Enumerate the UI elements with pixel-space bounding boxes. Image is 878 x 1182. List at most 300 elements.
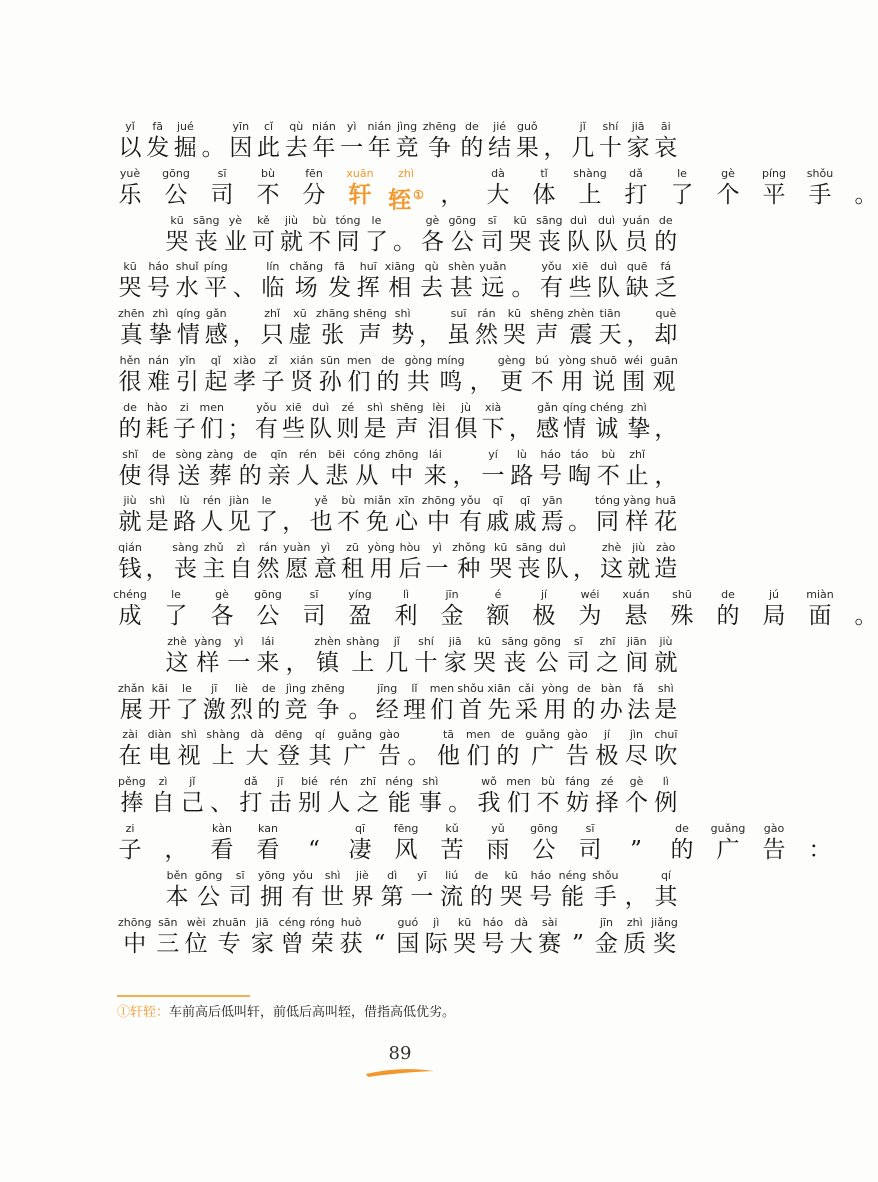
ruby-char: [151, 775, 175, 818]
footnote-marker[interactable]: ①: [413, 187, 424, 202]
ruby-char: [488, 120, 512, 163]
pinyin: zhì: [398, 166, 414, 180]
hanzi: 展: [119, 696, 143, 723]
ruby-char: [184, 916, 208, 959]
ruby-char: [173, 494, 197, 537]
ruby-char: [392, 214, 416, 257]
hanzi: 己: [180, 790, 204, 817]
ruby-char: [654, 120, 678, 163]
pinyin: liè: [235, 681, 248, 695]
hanzi: 激: [202, 696, 226, 723]
hanzi: 了: [175, 696, 199, 723]
hanzi: 意: [313, 556, 337, 583]
ruby-char: [436, 728, 460, 771]
ruby-char: [394, 822, 418, 865]
ruby-char: [291, 869, 315, 912]
ruby-char: [600, 541, 624, 584]
hanzi: 中: [123, 930, 147, 957]
hanzi: 风: [394, 837, 418, 863]
pinyin: yíng: [348, 588, 372, 601]
ruby-char: [364, 494, 391, 537]
hanzi: 了: [670, 181, 694, 208]
pinyin: sī: [235, 868, 245, 882]
ruby-char: [180, 775, 204, 818]
hanzi: 租: [341, 556, 365, 583]
hanzi: 成: [118, 603, 142, 629]
text-line: [118, 307, 678, 350]
ruby-char: [623, 916, 647, 959]
pinyin: nán: [148, 354, 169, 367]
ruby-char: [498, 354, 526, 397]
hanzi: 家: [626, 135, 650, 161]
pinyin: zé: [341, 400, 355, 414]
ruby-char: [762, 167, 786, 210]
hanzi: 界: [350, 883, 374, 910]
ruby-char: [325, 448, 349, 491]
ruby-char: [430, 682, 454, 725]
hanzi: 殊: [670, 603, 694, 629]
hanzi: 使: [118, 462, 142, 489]
ruby-char: [118, 401, 142, 444]
hanzi: 人: [327, 790, 351, 817]
pinyin: shàng: [206, 728, 240, 742]
hanzi: 的: [716, 603, 740, 629]
pinyin: guǎng: [337, 728, 373, 742]
pinyin: huī: [359, 260, 377, 274]
ruby-char: [175, 682, 199, 725]
hanzi: 然: [256, 556, 280, 583]
pinyin: gǎn: [537, 400, 558, 414]
pinyin: shēng: [390, 400, 424, 414]
pinyin: píng: [203, 260, 228, 274]
text-line: [118, 682, 678, 725]
ruby-char: [565, 728, 589, 771]
ruby-char: [539, 448, 563, 491]
pinyin: dà: [491, 166, 505, 180]
text-line: [118, 401, 678, 444]
pinyin: gòng: [404, 354, 433, 367]
ruby-char: [118, 728, 142, 771]
hanzi: ，: [232, 322, 256, 349]
ruby-char: [172, 541, 198, 584]
pinyin: yǒu: [460, 494, 481, 508]
hanzi: 争: [427, 135, 451, 161]
ruby-char: [316, 307, 349, 350]
pinyin: gè: [425, 213, 440, 227]
pinyin: yì: [233, 634, 244, 648]
hanzi: 乐: [118, 181, 142, 208]
pinyin: xū: [293, 307, 307, 321]
hanzi: 别: [298, 790, 321, 817]
ruby-char: [440, 822, 464, 865]
ruby-char: [402, 682, 426, 725]
hanzi: 这: [600, 556, 624, 583]
ruby-char: [452, 448, 476, 491]
ruby-char: [572, 541, 596, 584]
pinyin: zé: [600, 775, 614, 789]
ruby-char: [177, 728, 201, 771]
pinyin: chéng: [589, 400, 624, 414]
hanzi: 们: [200, 415, 224, 442]
ruby-char: [347, 354, 371, 397]
ruby-char: [626, 120, 650, 163]
hanzi: 赛: [538, 930, 562, 957]
pinyin: zhì: [152, 307, 169, 321]
ruby-char: [204, 354, 228, 397]
ruby-char: [193, 214, 219, 257]
pinyin: shū: [672, 588, 692, 601]
pinyin: tiān: [599, 307, 621, 321]
ruby-char: [578, 588, 602, 631]
ruby-char: [175, 354, 199, 397]
hanzi: 中: [390, 462, 414, 489]
hanzi: 争: [316, 696, 340, 723]
hanzi: 挚: [627, 415, 651, 442]
pinyin: shàng: [573, 166, 607, 180]
hanzi: 有: [254, 415, 278, 442]
ruby-char: [228, 869, 252, 912]
ruby-char: [486, 494, 510, 537]
hanzi: 因: [229, 135, 253, 161]
text-line: [118, 166, 878, 214]
ruby-char: [282, 401, 306, 444]
hanzi: 专: [217, 930, 241, 957]
ruby-char: [202, 682, 226, 725]
hanzi: 们: [466, 743, 490, 770]
pinyin: hào: [146, 400, 168, 414]
ruby-char: [335, 214, 360, 257]
pinyin: zào: [656, 541, 676, 555]
text-line: [113, 588, 878, 631]
hanzi: 共: [406, 369, 430, 395]
hanzi: 自: [229, 556, 253, 583]
pinyin: huò: [340, 915, 362, 929]
ruby-char: [596, 448, 620, 491]
hanzi: 哭: [165, 228, 189, 255]
ruby-char: [670, 167, 694, 210]
pinyin: de: [675, 822, 689, 835]
ruby-char: [147, 448, 171, 491]
ruby-char: [762, 822, 786, 865]
pinyin: shì: [181, 728, 197, 742]
ruby-char: [452, 541, 485, 584]
ruby-char: [448, 214, 476, 257]
hanzi: 主: [202, 556, 226, 583]
ruby-char: [590, 401, 624, 444]
pinyin: gèng: [497, 354, 526, 367]
pinyin: jǐ: [579, 120, 586, 133]
hanzi: ，: [654, 462, 678, 489]
ruby-char: [650, 354, 678, 397]
hanzi: 、: [232, 275, 256, 302]
hanzi: 此: [257, 135, 281, 161]
pinyin: fēn: [305, 166, 323, 180]
footnote-term: ①轩轾：: [117, 1005, 170, 1020]
hanzi: 丧: [537, 228, 561, 255]
hanzi: 哭: [502, 322, 526, 349]
ruby-char: [318, 354, 342, 397]
ruby-char: [195, 869, 223, 912]
hanzi: 年: [367, 135, 391, 161]
pinyin: chuī: [654, 728, 678, 742]
ruby-char: [206, 728, 239, 771]
ruby-char: [536, 775, 560, 818]
ruby-char: [568, 307, 595, 350]
pinyin: sī: [573, 634, 583, 648]
ruby-char: [486, 822, 510, 865]
pinyin: kū: [123, 260, 137, 274]
ruby-char: [176, 307, 200, 350]
ruby-char: [654, 307, 678, 350]
hanzi: 悬: [624, 603, 648, 629]
pinyin: de: [243, 447, 258, 461]
hanzi: 家: [443, 649, 467, 676]
pinyin: shàng: [346, 634, 380, 648]
hanzi: 感: [535, 415, 559, 442]
hanzi: ，: [145, 556, 169, 583]
pinyin: kě: [257, 213, 270, 227]
ruby-char: [165, 869, 189, 912]
ruby-char: [598, 120, 622, 163]
ruby-char: [477, 775, 501, 818]
ruby-char: [568, 494, 592, 537]
ruby-char: [407, 728, 431, 771]
hanzi: 的: [572, 696, 596, 723]
hanzi: 第: [380, 883, 404, 910]
pinyin: rén: [329, 775, 348, 789]
pinyin: yì: [432, 541, 442, 555]
hanzi: 丧: [173, 556, 197, 583]
ruby-char: [654, 401, 678, 444]
ruby-char: [378, 728, 402, 771]
hanzi: 势: [391, 322, 415, 349]
ruby-char: [563, 401, 587, 444]
ruby-char: [443, 635, 467, 678]
hanzi: 法: [627, 696, 651, 723]
ruby-char: [210, 822, 234, 865]
hanzi: 有: [291, 883, 315, 910]
hanzi: 公: [256, 603, 280, 629]
pinyin: bú: [535, 354, 550, 367]
hanzi: 发: [146, 135, 170, 161]
ruby-char: [309, 494, 333, 537]
ruby-char: [239, 775, 263, 818]
pinyin: shēng: [530, 307, 564, 321]
pinyin: yuàn: [283, 541, 311, 555]
hanzi: 在: [118, 743, 142, 770]
hanzi: 尽: [624, 743, 648, 770]
pinyin: jiā: [631, 120, 645, 133]
ruby-char: [227, 401, 251, 444]
ruby-char: [368, 916, 392, 959]
pinyin: zhēng: [422, 120, 457, 133]
hanzi: 有: [458, 509, 482, 536]
pinyin: yǐn: [178, 354, 196, 367]
hanzi: 起: [204, 369, 228, 395]
ruby-char: [654, 682, 678, 725]
ruby-char: [118, 682, 144, 725]
ruby-char: [200, 401, 224, 444]
hanzi: 击: [268, 790, 292, 817]
hanzi: 可: [251, 228, 275, 255]
text-line: [118, 260, 678, 303]
hanzi: 的: [257, 696, 281, 723]
hanzi: 。: [854, 603, 878, 629]
ruby-char: [440, 167, 464, 210]
hanzi: 就: [627, 556, 651, 583]
pinyin: sūn: [320, 354, 341, 367]
pinyin: bù: [601, 447, 616, 461]
hanzi: ，: [469, 369, 493, 395]
pinyin: zhǎn: [118, 681, 145, 695]
hanzi: 平: [204, 275, 228, 302]
hanzi: 诚: [595, 415, 619, 442]
pinyin: zhōng: [118, 915, 152, 929]
hanzi: 去: [420, 275, 444, 302]
hanzi: 就: [279, 228, 303, 255]
hanzi: 队: [567, 228, 591, 255]
ruby-char: [596, 635, 620, 678]
hanzi: 虚: [288, 322, 312, 349]
ruby-char: [336, 401, 360, 444]
ruby-char: [716, 167, 740, 210]
hanzi: 体: [532, 181, 556, 208]
hanzi: 家: [250, 930, 274, 957]
ruby-char: [390, 401, 423, 444]
hanzi: 获: [339, 930, 363, 957]
ruby-char: [391, 307, 415, 350]
pinyin: jī: [211, 681, 218, 695]
ruby-char: [348, 588, 372, 631]
pinyin: rén: [298, 447, 317, 461]
pinyin: yǒu: [541, 260, 562, 274]
hanzi: 择: [595, 790, 619, 817]
hanzi: 来: [423, 462, 447, 489]
hanzi: 一: [340, 135, 364, 161]
hanzi: 流: [440, 883, 464, 910]
hanzi: 广: [343, 743, 367, 770]
hanzi: 几: [571, 135, 595, 161]
hanzi: 人: [200, 509, 224, 536]
pinyin: shuō: [590, 354, 617, 367]
hanzi: 。: [568, 509, 592, 536]
ruby-char: [353, 307, 386, 350]
hanzi: 告: [378, 743, 402, 770]
pinyin: jiān: [626, 634, 647, 648]
ruby-char: [542, 682, 569, 725]
hanzi: 场: [294, 275, 318, 302]
hanzi: 竞: [395, 135, 419, 161]
pinyin: shì: [324, 868, 341, 882]
ruby-char: [622, 354, 646, 397]
ruby-char: [298, 775, 322, 818]
pinyin: guǒ: [516, 120, 538, 133]
ruby-char: [625, 260, 649, 303]
ruby-char: [513, 494, 537, 537]
pinyin: yì: [320, 541, 331, 555]
ruby-char: [288, 307, 312, 350]
ruby-char: [165, 635, 189, 678]
pinyin: kū: [170, 213, 184, 227]
hanzi: 盈: [348, 603, 372, 629]
hanzi: 各: [210, 603, 234, 629]
hanzi: 吹: [654, 743, 678, 770]
text-line: [118, 728, 678, 771]
hanzi: 他: [436, 743, 460, 770]
hanzi: 天: [598, 322, 622, 349]
hanzi: 些: [282, 415, 305, 442]
ruby-char: [545, 541, 569, 584]
text-line: [118, 635, 678, 678]
hanzi: 哭: [118, 275, 142, 302]
pinyin: suī: [450, 307, 467, 321]
ruby-char: [118, 541, 142, 584]
ruby-char: [625, 635, 649, 678]
ruby-char: [466, 728, 490, 771]
hanzi: 轩: [348, 180, 372, 208]
ruby-char: [336, 494, 360, 537]
ruby-char: [511, 260, 535, 303]
pinyin: bù: [312, 213, 327, 227]
hanzi: 很: [118, 369, 142, 395]
hanzi: ，: [419, 322, 443, 349]
ruby-char: [533, 635, 561, 678]
pinyin: wéi: [624, 354, 643, 367]
ruby-char: [204, 307, 228, 350]
ruby-char: [624, 728, 648, 771]
hanzi: 见: [227, 509, 251, 536]
hanzi: 情: [563, 415, 587, 442]
pinyin: bù: [541, 775, 556, 789]
hanzi: ，: [543, 135, 567, 161]
ruby-char: [506, 775, 530, 818]
hanzi: 哭: [489, 556, 513, 583]
pinyin: zhōng: [385, 447, 419, 461]
hanzi: 的: [654, 228, 678, 255]
ruby-char: [204, 260, 228, 303]
hanzi: 司: [228, 883, 252, 910]
hanzi: 上: [211, 743, 235, 770]
hanzi: 妨: [566, 790, 590, 817]
hanzi: 为: [578, 603, 602, 629]
hanzi: 年: [312, 135, 336, 161]
pinyin: kū: [494, 541, 508, 555]
hanzi: 各: [420, 228, 444, 255]
pinyin: kū: [457, 915, 472, 929]
pinyin: dà: [514, 915, 529, 929]
pinyin: sī: [217, 166, 227, 180]
pinyin: sī: [487, 213, 497, 227]
hanzi: 局: [762, 603, 786, 629]
ruby-char: [118, 822, 142, 865]
ruby-char: [502, 307, 526, 350]
ruby-char: [175, 260, 199, 303]
ruby-char: [350, 869, 374, 912]
ruby-char: [808, 822, 832, 865]
text-line: [118, 775, 678, 818]
hanzi: 公: [164, 181, 188, 208]
hanzi: 十: [598, 135, 622, 161]
ruby-char: [489, 541, 513, 584]
ruby-char: [565, 775, 590, 818]
hanzi: 上: [351, 649, 375, 676]
hanzi: 捧: [120, 790, 144, 817]
ruby-char: [437, 354, 465, 397]
hanzi: 首: [459, 696, 483, 723]
hanzi: 能: [560, 883, 584, 910]
hanzi: 苦: [440, 837, 464, 863]
hanzi: 拥: [260, 883, 284, 910]
